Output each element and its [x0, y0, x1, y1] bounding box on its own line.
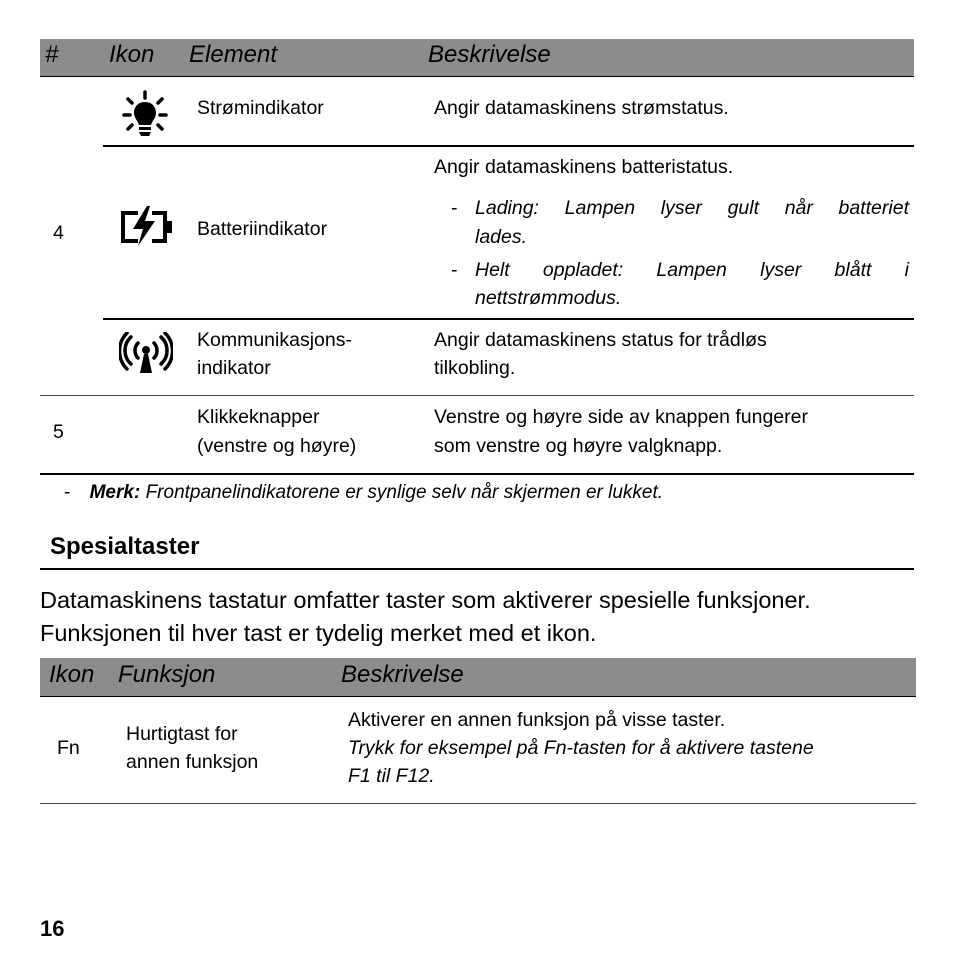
fn-function-line1: Hurtigtast for	[126, 723, 238, 745]
fn-function-line2: annen funksjon	[126, 751, 259, 773]
header-num: #	[45, 41, 59, 68]
row-power-element: Strømindikator	[197, 97, 324, 119]
table1-header	[40, 39, 914, 77]
row-wireless-description-line1: Angir datamaskinens status for trådløs	[434, 329, 767, 351]
row-divider	[103, 318, 914, 320]
table2-header	[40, 658, 916, 697]
header-function: Funksjon	[118, 661, 216, 688]
page-number: 16	[40, 916, 65, 941]
section-paragraph-line2: Funksjonen til hver tast er tydelig merket med et ikon.	[40, 620, 597, 646]
header-element: Element	[189, 41, 278, 68]
row-wireless-description-line2: tilkobling.	[434, 357, 516, 379]
header-icon: Ikon	[49, 661, 95, 688]
section-paragraph-line1: Datamaskinens tastatur omfatter taster som aktiverer spesielle funksjoner.	[40, 587, 811, 613]
table1-bottom-border	[40, 473, 914, 475]
table2-bottom-border	[40, 803, 916, 804]
row-click-description-line2: som venstre og høyre valgknapp.	[434, 435, 723, 457]
section-paragraph	[40, 584, 920, 650]
note-dash: -	[64, 482, 71, 503]
header-description: Beskrivelse	[341, 661, 464, 688]
row-click-element-line2: (venstre og høyre)	[197, 435, 357, 457]
row-battery-description: Angir datamaskinens batteristatus.	[434, 156, 734, 178]
row-wireless-element-line1: Kommunikasjons-	[197, 329, 352, 351]
bullet-charging-line2: lades.	[475, 226, 528, 248]
row-power-description: Angir datamaskinens strømstatus.	[434, 97, 729, 119]
bullet-charged-line2: nettstrømmodus.	[475, 287, 622, 309]
wireless-indicator-icon	[119, 332, 173, 379]
section-title: Spesialtaster	[50, 533, 200, 560]
fn-description-line3: F1 til F12.	[348, 765, 435, 787]
bullet-dash: -	[451, 197, 458, 219]
row-battery-element: Batteriindikator	[197, 218, 328, 240]
bullet-charged-line1: Helt oppladet: Lampen lyser blått i	[475, 259, 909, 281]
row-number-4: 4	[53, 222, 64, 244]
battery-indicator-icon	[118, 205, 174, 252]
bullet-dash: -	[451, 259, 458, 281]
fn-description-line1: Aktiverer en annen funksjon på visse taster.	[348, 709, 726, 731]
note	[64, 480, 663, 506]
header-icon: Ikon	[109, 41, 155, 68]
row-click-element-line1: Klikkeknapper	[197, 406, 320, 428]
note-label: Merk:	[89, 482, 141, 503]
fn-description-line2: Trykk for eksempel på Fn-tasten for å aktivere tastene	[348, 737, 814, 759]
row-wireless-element-line2: indikator	[197, 357, 271, 379]
row-number-5: 5	[53, 421, 64, 443]
header-description: Beskrivelse	[428, 41, 551, 68]
row-divider	[103, 145, 914, 147]
section-rule	[40, 568, 914, 570]
row-click-description-line1: Venstre og høyre side av knappen fungerer	[434, 406, 808, 428]
row-divider	[40, 395, 914, 396]
bullet-charging-line1: Lading: Lampen lyser gult når batteriet	[475, 197, 909, 219]
note-text: Frontpanelindikatorene er synlige selv når skjermen er lukket.	[145, 482, 664, 503]
fn-key-label: Fn	[57, 737, 80, 759]
power-indicator-icon	[122, 90, 168, 143]
